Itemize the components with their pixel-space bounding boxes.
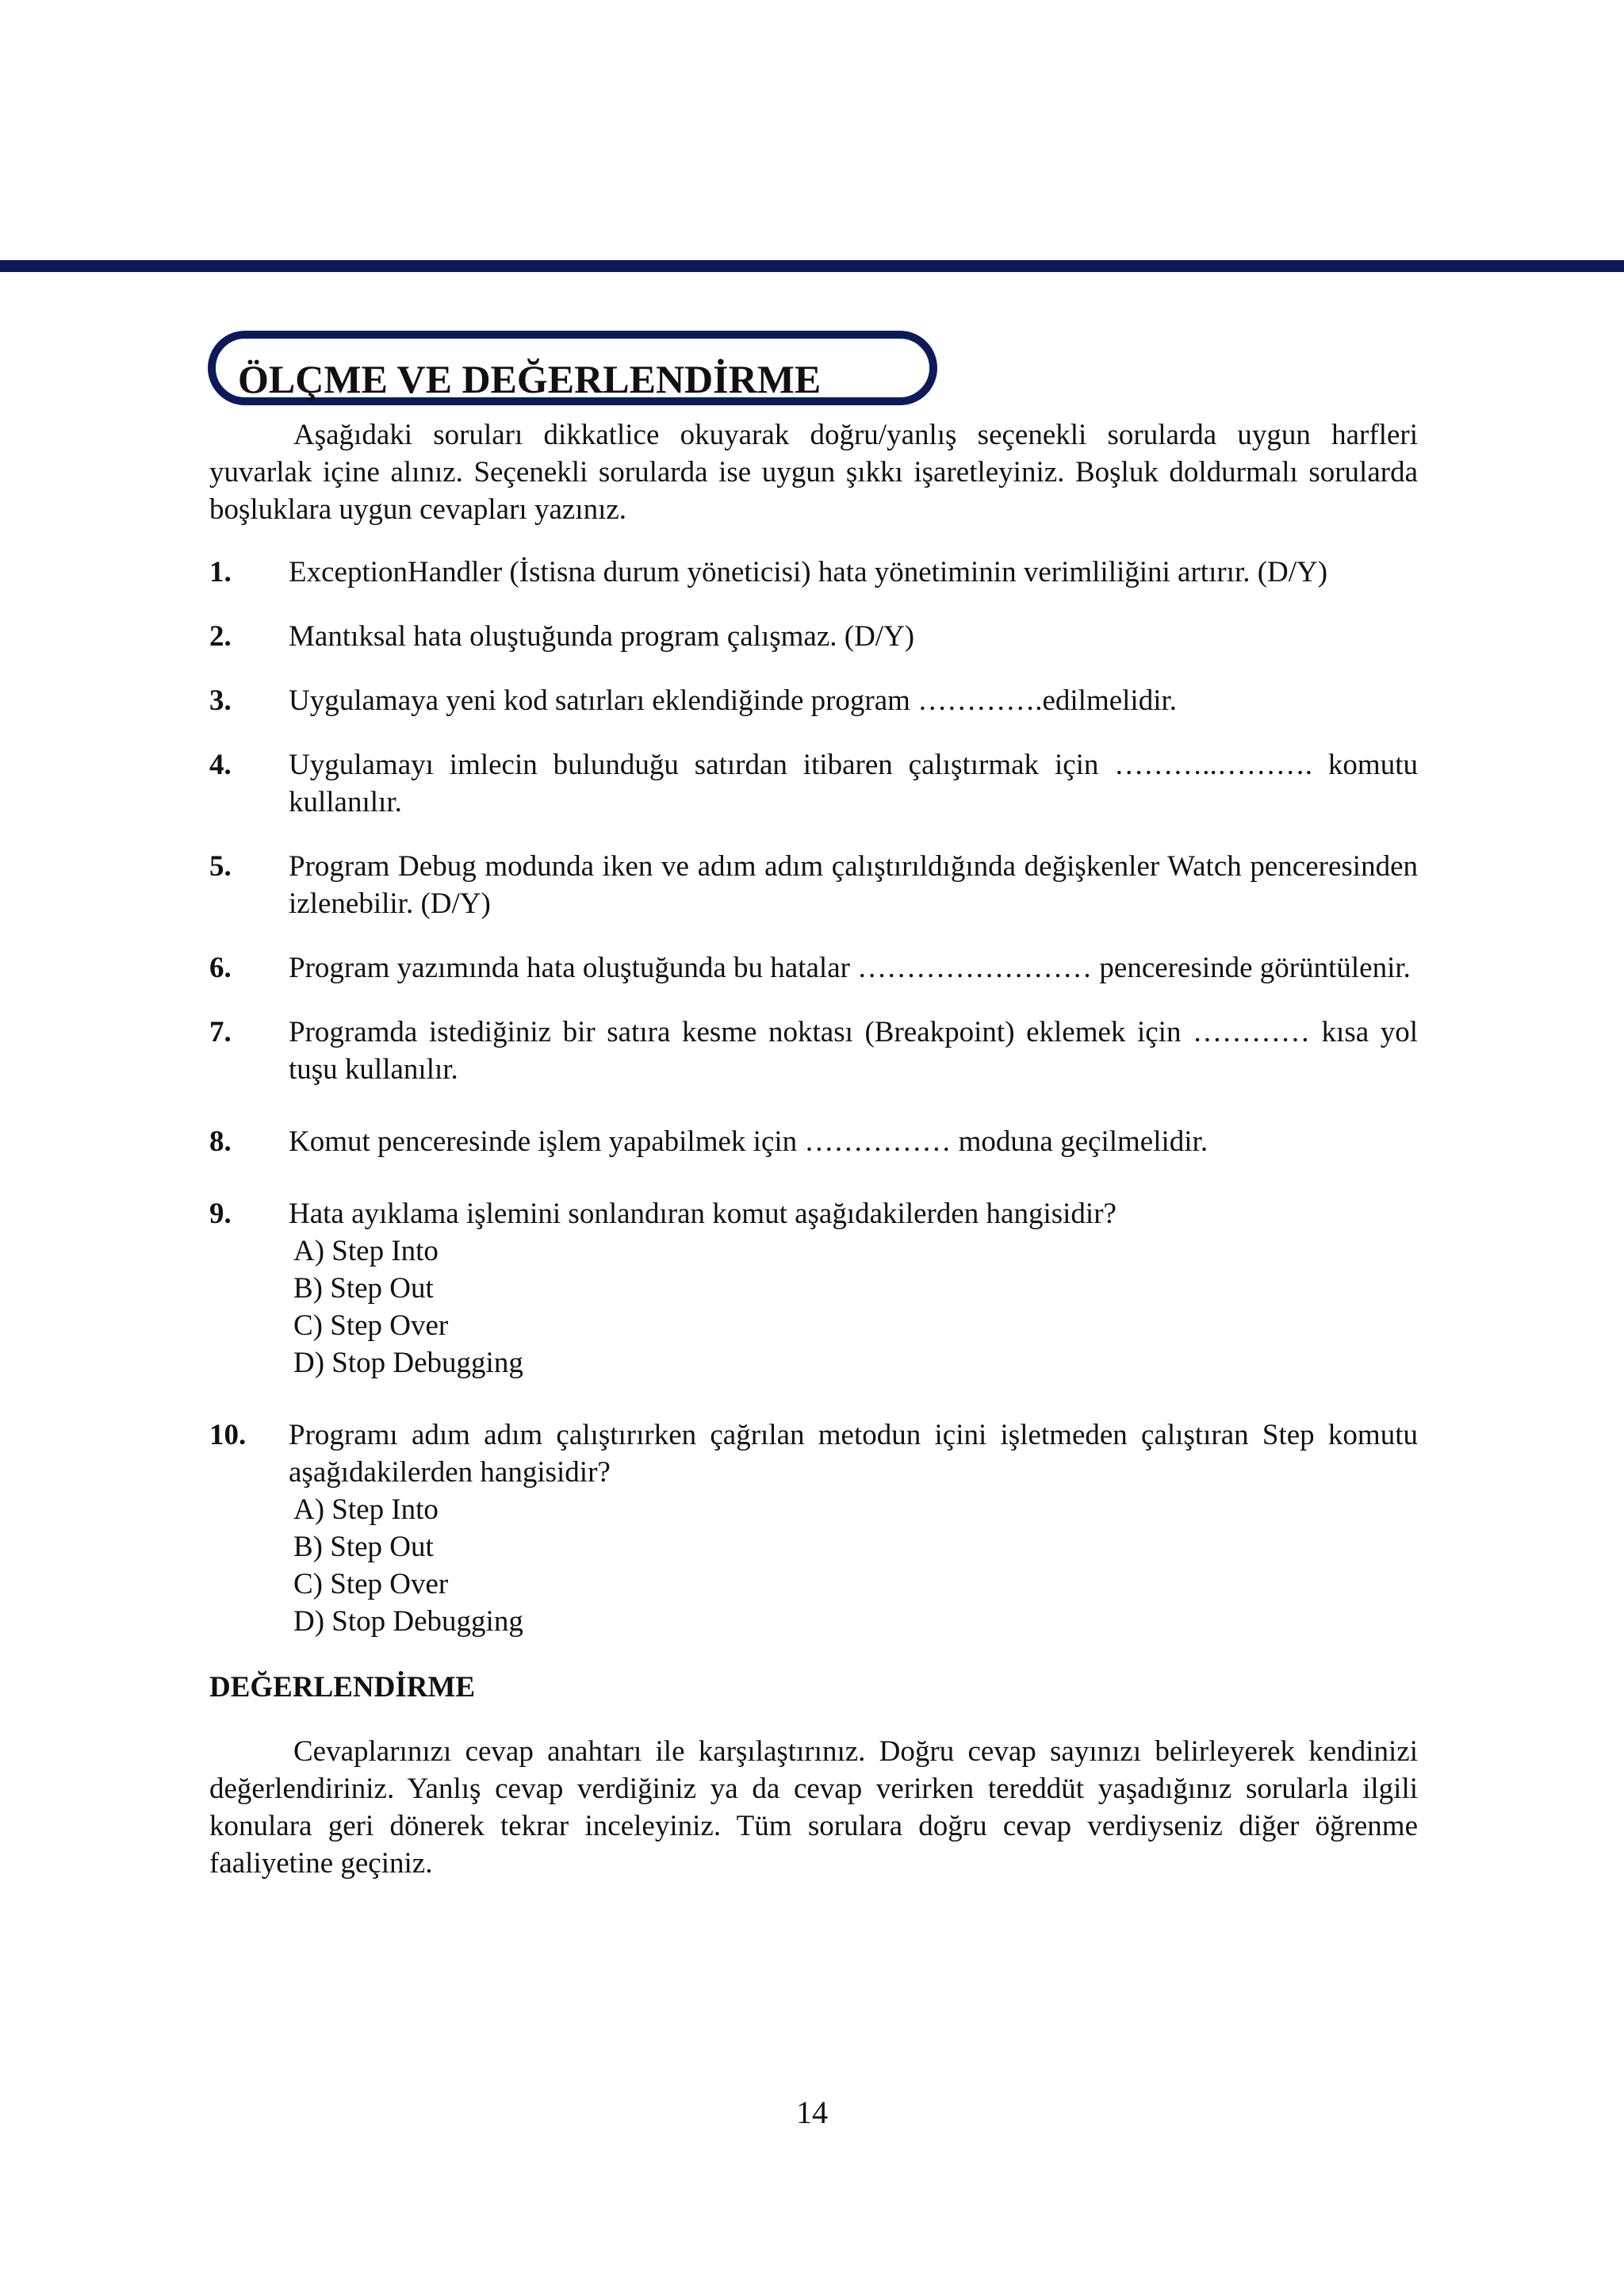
answer-option: D) Stop Debugging bbox=[293, 1347, 523, 1379]
answer-option: C) Step Over bbox=[293, 1309, 449, 1342]
question-number: 6. bbox=[209, 952, 232, 984]
question-number: 4. bbox=[209, 749, 232, 781]
evaluation-heading: DEĞERLENDİRME bbox=[209, 1671, 476, 1704]
answer-option: B) Step Out bbox=[293, 1272, 434, 1305]
question-number: 3. bbox=[209, 684, 232, 717]
question-item bbox=[209, 1416, 1418, 1640]
page-content bbox=[209, 416, 1418, 1882]
question-item bbox=[209, 1195, 1418, 1382]
question-text: Mantıksal hata oluştuğunda program çalışmaz. (D/Y) bbox=[289, 620, 915, 653]
question-number: 9. bbox=[209, 1198, 232, 1230]
question-item bbox=[209, 682, 1418, 719]
question-text: Program Debug modunda iken ve adım adım çalıştırıldığında değişkenler Watch penceresinden izlenebilir. (D/Y) bbox=[289, 850, 1418, 920]
question-text: Uygulamaya yeni kod satırları eklendiğinde program ………….edilmelidir. bbox=[289, 684, 1178, 717]
question-item bbox=[209, 848, 1418, 922]
question-text: ExceptionHandler (İstisna durum yöneticisi) hata yönetiminin verimliliğini artırır. (D/Y) bbox=[289, 556, 1328, 588]
evaluation-paragraph: Cevaplarınızı cevap anahtarı ile karşılaştırınız. Doğru cevap sayınızı belirleyerek kendinizi değerlendiriniz. Yanlış cevap verdiğiniz ya da cevap verirken tereddüt yaşadığınız sorularla ilgili konulara geri dönerek tekrar inceleyiniz. Tüm sorulara doğru cevap verdiyseniz diğer öğrenme faaliyetine geçiniz. bbox=[209, 1735, 1418, 1880]
answer-options bbox=[289, 1232, 1418, 1382]
question-number: 2. bbox=[209, 620, 232, 653]
question-text: Programda istediğiniz bir satıra kesme noktası (Breakpoint) eklemek için ………… kısa yol tuşu kullanılır. bbox=[289, 1016, 1418, 1086]
answer-option: C) Step Over bbox=[293, 1568, 449, 1600]
answer-option: A) Step Into bbox=[293, 1235, 439, 1267]
question-item bbox=[209, 1014, 1418, 1088]
question-item bbox=[209, 746, 1418, 821]
question-text: Programı adım adım çalıştırırken çağrılan metodun içini işletmeden çalıştıran Step komutu aşağıdakilerden hangisidir? bbox=[289, 1419, 1418, 1489]
question-text: Hata ayıklama işlemini sonlandıran komut aşağıdakilerden hangisidir? bbox=[289, 1198, 1116, 1230]
answer-option: B) Step Out bbox=[293, 1531, 434, 1563]
answer-option: D) Stop Debugging bbox=[293, 1605, 523, 1638]
answer-options bbox=[289, 1491, 1418, 1640]
page-title: ÖLÇME VE DEĞERLENDİRME bbox=[238, 357, 822, 401]
question-text: Uygulamayı imlecin bulunduğu satırdan itibaren çalıştırmak için ………..………. komutu kullanılır. bbox=[289, 749, 1418, 818]
question-item bbox=[209, 618, 1418, 655]
question-item bbox=[209, 949, 1418, 987]
page-number: 14 bbox=[796, 2095, 828, 2130]
question-item bbox=[209, 554, 1418, 591]
header-rule bbox=[0, 260, 1624, 272]
answer-option: A) Step Into bbox=[293, 1493, 439, 1526]
question-number: 10. bbox=[209, 1419, 247, 1451]
question-text: Program yazımında hata oluştuğunda bu hatalar …………………… penceresinde görüntülenir. bbox=[289, 952, 1411, 984]
question-number: 8. bbox=[209, 1125, 232, 1158]
question-number: 7. bbox=[209, 1016, 232, 1048]
question-number: 1. bbox=[209, 556, 232, 588]
question-item bbox=[209, 1123, 1418, 1160]
question-number: 5. bbox=[209, 850, 232, 883]
question-text: Komut penceresinde işlem yapabilmek için …………… moduna geçilmelidir. bbox=[289, 1125, 1208, 1158]
question-list bbox=[209, 554, 1418, 1640]
instructions-paragraph: Aşağıdaki soruları dikkatlice okuyarak doğru/yanlış seçenekli sorularda uygun harfleri yuvarlak içine alınız. Seçenekli sorularda ise uygun şıkkı işaretleyiniz. Boşluk doldurmalı sorularda boşluklara uygun cevapları yazınız. bbox=[209, 419, 1418, 526]
